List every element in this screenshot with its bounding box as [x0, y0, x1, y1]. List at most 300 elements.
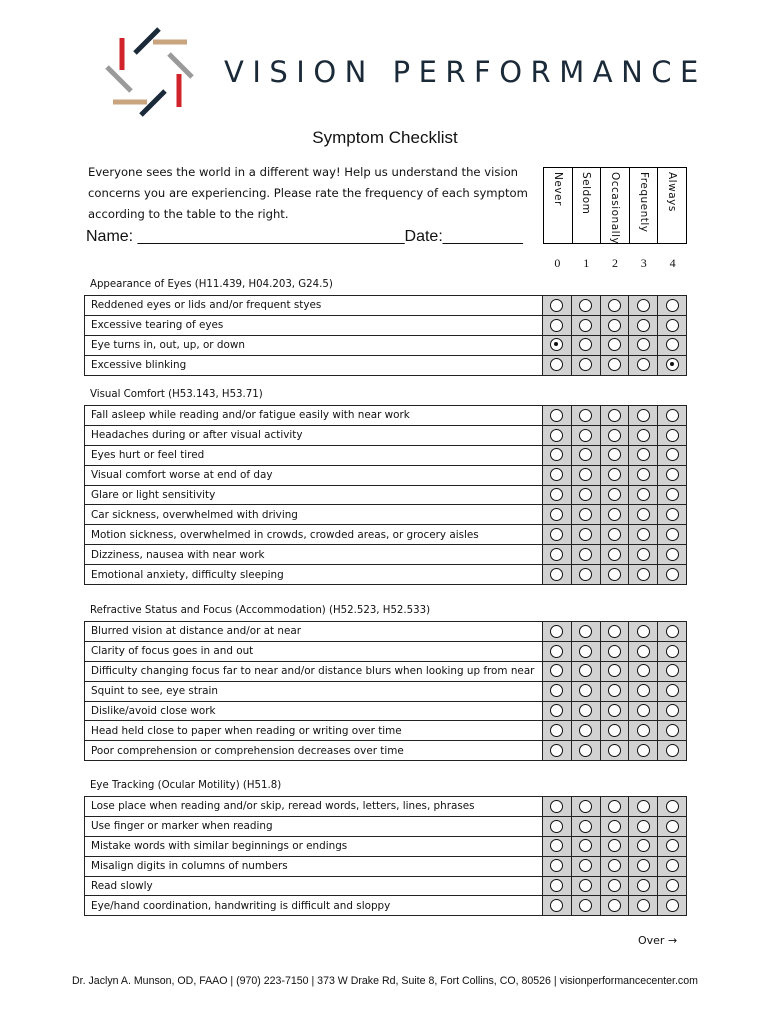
- rating-radio-seldom[interactable]: [579, 299, 592, 312]
- rating-radio-never[interactable]: [550, 468, 563, 481]
- rating-cell: [543, 406, 572, 426]
- rating-radio-always[interactable]: [666, 664, 679, 677]
- rating-cell: [629, 816, 658, 836]
- rating-cell: [543, 721, 572, 741]
- rating-cell: [543, 565, 572, 585]
- rating-cell: [571, 335, 600, 355]
- rating-radio-never[interactable]: [550, 744, 563, 757]
- rating-radio-frequently[interactable]: [637, 528, 650, 541]
- rating-radio-frequently[interactable]: [637, 568, 650, 581]
- rating-radio-frequently[interactable]: [637, 548, 650, 561]
- rating-cell: [600, 721, 629, 741]
- rating-radio-occasionally[interactable]: [608, 820, 621, 833]
- rating-cell: [600, 816, 629, 836]
- rating-cell: [600, 465, 629, 485]
- rating-radio-always[interactable]: [666, 488, 679, 501]
- rating-cell: [571, 622, 600, 642]
- rating-radio-never[interactable]: [550, 704, 563, 717]
- rating-cell: [629, 406, 658, 426]
- scale-column-frequently: [630, 168, 659, 243]
- rating-cell: [543, 622, 572, 642]
- rating-radio-always[interactable]: [666, 645, 679, 658]
- rating-cell: [658, 701, 687, 721]
- rating-radio-occasionally[interactable]: [608, 548, 621, 561]
- symptom-text: Excessive blinking: [85, 355, 543, 375]
- rating-radio-seldom[interactable]: [579, 800, 592, 813]
- rating-radio-seldom[interactable]: [579, 468, 592, 481]
- rating-cell: [629, 465, 658, 485]
- scale-label: Never: [551, 172, 564, 206]
- rating-cell: [571, 315, 600, 335]
- rating-radio-frequently[interactable]: [637, 744, 650, 757]
- rating-radio-occasionally[interactable]: [608, 744, 621, 757]
- scale-column-occasionally: [601, 168, 630, 243]
- rating-radio-frequently[interactable]: [637, 899, 650, 912]
- symptom-text: Fall asleep while reading and/or fatigue easily with near work: [85, 406, 543, 426]
- rating-radio-occasionally[interactable]: [608, 625, 621, 638]
- rating-cell: [629, 876, 658, 896]
- rating-cell: [658, 836, 687, 856]
- rating-radio-occasionally[interactable]: [608, 508, 621, 521]
- rating-radio-seldom[interactable]: [579, 409, 592, 422]
- rating-radio-occasionally[interactable]: [608, 800, 621, 813]
- symptom-text: Poor comprehension or comprehension decreases over time: [85, 741, 543, 761]
- rating-cell: [543, 836, 572, 856]
- rating-radio-frequently[interactable]: [637, 468, 650, 481]
- section-title: Appearance of Eyes (H11.439, H04.203, G24.5): [90, 279, 333, 290]
- rating-cell: [543, 335, 572, 355]
- rating-radio-occasionally[interactable]: [608, 879, 621, 892]
- rating-cell: [543, 425, 572, 445]
- rating-radio-seldom[interactable]: [579, 508, 592, 521]
- rating-radio-never[interactable]: [550, 508, 563, 521]
- rating-cell: [571, 545, 600, 565]
- rating-radio-seldom[interactable]: [579, 448, 592, 461]
- symptom-row: [85, 661, 687, 681]
- symptom-table: [84, 405, 687, 585]
- symptom-row: [85, 622, 687, 642]
- rating-radio-seldom[interactable]: [579, 568, 592, 581]
- rating-radio-seldom[interactable]: [579, 839, 592, 852]
- rating-radio-frequently[interactable]: [637, 319, 650, 332]
- rating-cell: [600, 545, 629, 565]
- frequency-scale-header: [543, 167, 687, 244]
- rating-radio-never[interactable]: [550, 684, 563, 697]
- rating-radio-occasionally[interactable]: [608, 338, 621, 351]
- rating-radio-never[interactable]: [550, 409, 563, 422]
- date-field[interactable]: Date:_________: [404, 228, 523, 245]
- rating-cell: [571, 485, 600, 505]
- rating-radio-seldom[interactable]: [579, 488, 592, 501]
- rating-cell: [571, 406, 600, 426]
- symptom-row: [85, 445, 687, 465]
- rating-radio-always[interactable]: [666, 704, 679, 717]
- rating-cell: [629, 425, 658, 445]
- rating-cell: [629, 355, 658, 375]
- rating-radio-occasionally[interactable]: [608, 409, 621, 422]
- section-title: Eye Tracking (Ocular Motility) (H51.8): [90, 780, 282, 791]
- rating-radio-seldom[interactable]: [579, 645, 592, 658]
- rating-radio-occasionally[interactable]: [608, 448, 621, 461]
- rating-radio-occasionally[interactable]: [608, 429, 621, 442]
- rating-radio-frequently[interactable]: [637, 429, 650, 442]
- rating-cell: [658, 741, 687, 761]
- rating-radio-seldom[interactable]: [579, 744, 592, 757]
- rating-cell: [600, 876, 629, 896]
- rating-radio-seldom[interactable]: [579, 879, 592, 892]
- rating-radio-occasionally[interactable]: [608, 859, 621, 872]
- rating-radio-frequently[interactable]: [637, 859, 650, 872]
- symptom-row: [85, 335, 687, 355]
- rating-cell: [571, 465, 600, 485]
- symptom-text: Glare or light sensitivity: [85, 485, 543, 505]
- rating-radio-never[interactable]: [550, 625, 563, 638]
- rating-radio-never[interactable]: [550, 800, 563, 813]
- rating-radio-frequently[interactable]: [637, 508, 650, 521]
- rating-cell: [629, 681, 658, 701]
- rating-cell: [629, 896, 658, 916]
- rating-radio-never[interactable]: [550, 724, 563, 737]
- rating-radio-seldom[interactable]: [579, 899, 592, 912]
- rating-radio-never[interactable]: [550, 899, 563, 912]
- rating-cell: [658, 641, 687, 661]
- rating-radio-always[interactable]: [666, 548, 679, 561]
- rating-cell: [600, 641, 629, 661]
- rating-radio-always[interactable]: [666, 820, 679, 833]
- symptom-row: [85, 485, 687, 505]
- rating-radio-always[interactable]: [666, 528, 679, 541]
- rating-radio-occasionally[interactable]: [608, 319, 621, 332]
- scale-label: Frequently: [637, 172, 650, 233]
- rating-cell: [600, 701, 629, 721]
- symptom-text: Headaches during or after visual activity: [85, 425, 543, 445]
- symptom-text: Mistake words with similar beginnings or endings: [85, 836, 543, 856]
- rating-radio-never[interactable]: [550, 839, 563, 852]
- rating-radio-never[interactable]: [550, 820, 563, 833]
- rating-radio-seldom[interactable]: [579, 358, 592, 371]
- rating-radio-frequently[interactable]: [637, 800, 650, 813]
- symptom-text: Visual comfort worse at end of day: [85, 465, 543, 485]
- rating-cell: [543, 856, 572, 876]
- rating-radio-seldom[interactable]: [579, 664, 592, 677]
- symptom-row: [85, 836, 687, 856]
- rating-cell: [658, 816, 687, 836]
- rating-cell: [600, 355, 629, 375]
- rating-cell: [658, 797, 687, 817]
- rating-radio-always[interactable]: [666, 744, 679, 757]
- rating-radio-occasionally[interactable]: [608, 724, 621, 737]
- rating-cell: [658, 425, 687, 445]
- rating-cell: [600, 315, 629, 335]
- rating-cell: [543, 701, 572, 721]
- rating-radio-frequently[interactable]: [637, 358, 650, 371]
- symptom-row: [85, 681, 687, 701]
- symptom-row: [85, 296, 687, 316]
- rating-radio-always[interactable]: [666, 684, 679, 697]
- rating-cell: [571, 296, 600, 316]
- rating-cell: [658, 485, 687, 505]
- rating-radio-frequently[interactable]: [637, 684, 650, 697]
- rating-cell: [629, 856, 658, 876]
- rating-cell: [571, 741, 600, 761]
- rating-radio-occasionally[interactable]: [608, 468, 621, 481]
- rating-cell: [600, 296, 629, 316]
- rating-radio-always[interactable]: [666, 508, 679, 521]
- rating-cell: [600, 856, 629, 876]
- rating-cell: [629, 741, 658, 761]
- rating-radio-never[interactable]: [550, 358, 563, 371]
- symptom-row: [85, 505, 687, 525]
- rating-radio-occasionally[interactable]: [608, 488, 621, 501]
- symptom-row: [85, 406, 687, 426]
- symptom-row: [85, 896, 687, 916]
- symptom-text: Lose place when reading and/or skip, reread words, letters, lines, phrases: [85, 797, 543, 817]
- rating-radio-seldom[interactable]: [579, 338, 592, 351]
- symptom-row: [85, 565, 687, 585]
- rating-radio-never[interactable]: [550, 429, 563, 442]
- rating-cell: [571, 856, 600, 876]
- symptom-text: Dizziness, nausea with near work: [85, 545, 543, 565]
- symptom-text: Squint to see, eye strain: [85, 681, 543, 701]
- rating-radio-always[interactable]: [666, 429, 679, 442]
- rating-cell: [571, 721, 600, 741]
- rating-radio-frequently[interactable]: [637, 879, 650, 892]
- rating-radio-always[interactable]: [666, 448, 679, 461]
- rating-radio-always[interactable]: [666, 899, 679, 912]
- symptom-row: [85, 741, 687, 761]
- symptom-text: Dislike/avoid close work: [85, 701, 543, 721]
- rating-cell: [543, 741, 572, 761]
- intro-text: Everyone sees the world in a different way! Help us understand the vision concerns you are experiencing. Please rate the frequency of each symptom according to the table to the right.: [88, 165, 528, 221]
- rating-radio-frequently[interactable]: [637, 645, 650, 658]
- rating-cell: [600, 661, 629, 681]
- rating-radio-seldom[interactable]: [579, 724, 592, 737]
- scale-label: Always: [666, 172, 679, 212]
- rating-radio-seldom[interactable]: [579, 319, 592, 332]
- brand-name: VISION PERFORMANCE: [224, 55, 707, 89]
- rating-radio-occasionally[interactable]: [608, 528, 621, 541]
- rating-radio-frequently[interactable]: [637, 839, 650, 852]
- rating-cell: [543, 445, 572, 465]
- rating-radio-frequently[interactable]: [637, 338, 650, 351]
- rating-cell: [571, 797, 600, 817]
- symptom-text: Motion sickness, overwhelmed in crowds, crowded areas, or grocery aisles: [85, 525, 543, 545]
- rating-cell: [629, 505, 658, 525]
- symptom-row: [85, 797, 687, 817]
- rating-cell: [600, 406, 629, 426]
- rating-radio-always[interactable]: [666, 879, 679, 892]
- rating-radio-seldom[interactable]: [579, 684, 592, 697]
- symptom-text: Head held close to paper when reading or writing over time: [85, 721, 543, 741]
- symptom-text: Eye turns in, out, up, or down: [85, 335, 543, 355]
- rating-cell: [658, 565, 687, 585]
- rating-cell: [629, 335, 658, 355]
- rating-cell: [629, 445, 658, 465]
- scale-label: Occasionally: [608, 172, 621, 245]
- rating-cell: [600, 505, 629, 525]
- symptom-row: [85, 721, 687, 741]
- rating-cell: [571, 701, 600, 721]
- rating-cell: [658, 355, 687, 375]
- rating-cell: [543, 315, 572, 335]
- rating-cell: [543, 505, 572, 525]
- rating-radio-frequently[interactable]: [637, 488, 650, 501]
- rating-cell: [571, 425, 600, 445]
- rating-radio-never[interactable]: [550, 448, 563, 461]
- rating-cell: [629, 525, 658, 545]
- rating-radio-occasionally[interactable]: [608, 664, 621, 677]
- rating-cell: [543, 296, 572, 316]
- symptom-text: Emotional anxiety, difficulty sleeping: [85, 565, 543, 585]
- symptom-text: Read slowly: [85, 876, 543, 896]
- symptom-row: [85, 641, 687, 661]
- rating-radio-occasionally[interactable]: [608, 358, 621, 371]
- rating-cell: [658, 681, 687, 701]
- rating-radio-always[interactable]: [666, 319, 679, 332]
- rating-cell: [629, 661, 658, 681]
- rating-radio-never[interactable]: [550, 664, 563, 677]
- rating-radio-always[interactable]: [666, 409, 679, 422]
- rating-radio-occasionally[interactable]: [608, 645, 621, 658]
- rating-cell: [658, 505, 687, 525]
- rating-cell: [658, 315, 687, 335]
- rating-cell: [543, 465, 572, 485]
- rating-cell: [658, 525, 687, 545]
- rating-radio-seldom[interactable]: [579, 528, 592, 541]
- symptom-text: Difficulty changing focus far to near and/or distance blurs when looking up from near: [85, 661, 543, 681]
- rating-radio-always[interactable]: [666, 724, 679, 737]
- rating-radio-never[interactable]: [550, 299, 563, 312]
- symptom-row: [85, 465, 687, 485]
- rating-radio-seldom[interactable]: [579, 859, 592, 872]
- rating-radio-never[interactable]: [550, 645, 563, 658]
- rating-radio-never[interactable]: [550, 528, 563, 541]
- rating-cell: [543, 896, 572, 916]
- rating-radio-frequently[interactable]: [637, 448, 650, 461]
- rating-cell: [600, 622, 629, 642]
- symptom-row: [85, 525, 687, 545]
- rating-radio-always[interactable]: [666, 625, 679, 638]
- symptom-table: [84, 295, 687, 376]
- rating-cell: [658, 465, 687, 485]
- symptom-row: [85, 315, 687, 335]
- scale-value: 4: [669, 256, 676, 270]
- scale-value: 0: [554, 256, 561, 270]
- rating-cell: [600, 836, 629, 856]
- rating-radio-seldom[interactable]: [579, 704, 592, 717]
- rating-radio-occasionally[interactable]: [608, 299, 621, 312]
- rating-cell: [629, 721, 658, 741]
- rating-radio-frequently[interactable]: [637, 299, 650, 312]
- rating-cell: [571, 525, 600, 545]
- rating-cell: [543, 661, 572, 681]
- rating-radio-frequently[interactable]: [637, 724, 650, 737]
- rating-radio-seldom[interactable]: [579, 429, 592, 442]
- rating-radio-never[interactable]: [550, 879, 563, 892]
- rating-cell: [658, 896, 687, 916]
- rating-cell: [658, 445, 687, 465]
- rating-cell: [571, 661, 600, 681]
- rating-radio-always[interactable]: [666, 568, 679, 581]
- rating-cell: [543, 545, 572, 565]
- footer-contact: Dr. Jaclyn A. Munson, OD, FAAO | (970) 223-7150 | 373 W Drake Rd, Suite 8, Fort Collins, CO, 80526 | visionperformancecenter.com: [72, 975, 698, 987]
- rating-radio-never[interactable]: [550, 548, 563, 561]
- rating-cell: [600, 525, 629, 545]
- rating-cell: [571, 681, 600, 701]
- rating-cell: [658, 335, 687, 355]
- rating-cell: [658, 406, 687, 426]
- name-field[interactable]: Name: ______________________________: [86, 228, 405, 245]
- rating-radio-occasionally[interactable]: [608, 899, 621, 912]
- rating-radio-frequently[interactable]: [637, 664, 650, 677]
- rating-cell: [543, 876, 572, 896]
- rating-cell: [629, 701, 658, 721]
- rating-radio-frequently[interactable]: [637, 820, 650, 833]
- vision-performance-logo: [103, 25, 195, 117]
- rating-radio-always[interactable]: [666, 299, 679, 312]
- rating-cell: [571, 836, 600, 856]
- rating-radio-always[interactable]: [666, 859, 679, 872]
- rating-radio-never[interactable]: [550, 859, 563, 872]
- rating-cell: [543, 816, 572, 836]
- rating-cell: [543, 355, 572, 375]
- rating-cell: [658, 545, 687, 565]
- rating-radio-occasionally[interactable]: [608, 684, 621, 697]
- rating-cell: [658, 876, 687, 896]
- rating-radio-never[interactable]: [550, 338, 563, 351]
- rating-cell: [600, 445, 629, 465]
- rating-radio-never[interactable]: [550, 319, 563, 332]
- rating-radio-always[interactable]: [666, 800, 679, 813]
- symptom-text: Reddened eyes or lids and/or frequent styes: [85, 296, 543, 316]
- rating-radio-frequently[interactable]: [637, 704, 650, 717]
- rating-radio-frequently[interactable]: [637, 409, 650, 422]
- rating-cell: [571, 876, 600, 896]
- rating-radio-seldom[interactable]: [579, 625, 592, 638]
- rating-cell: [571, 816, 600, 836]
- rating-radio-frequently[interactable]: [637, 625, 650, 638]
- rating-cell: [658, 296, 687, 316]
- rating-cell: [629, 296, 658, 316]
- rating-cell: [571, 641, 600, 661]
- rating-cell: [600, 335, 629, 355]
- rating-radio-occasionally[interactable]: [608, 568, 621, 581]
- scale-value: 1: [583, 256, 590, 270]
- rating-radio-seldom[interactable]: [579, 820, 592, 833]
- symptom-row: [85, 701, 687, 721]
- symptom-row: [85, 355, 687, 375]
- rating-cell: [629, 315, 658, 335]
- scale-label: Seldom: [580, 172, 593, 215]
- rating-radio-never[interactable]: [550, 568, 563, 581]
- rating-radio-never[interactable]: [550, 488, 563, 501]
- symptom-text: Car sickness, overwhelmed with driving: [85, 505, 543, 525]
- rating-radio-seldom[interactable]: [579, 548, 592, 561]
- symptom-row: [85, 816, 687, 836]
- frequency-scale-values: [543, 256, 687, 271]
- rating-cell: [543, 797, 572, 817]
- rating-radio-occasionally[interactable]: [608, 839, 621, 852]
- rating-radio-occasionally[interactable]: [608, 704, 621, 717]
- rating-radio-always[interactable]: [666, 338, 679, 351]
- rating-radio-always[interactable]: [666, 839, 679, 852]
- symptom-text: Eyes hurt or feel tired: [85, 445, 543, 465]
- rating-cell: [629, 622, 658, 642]
- rating-radio-always[interactable]: [666, 358, 679, 371]
- rating-cell: [543, 641, 572, 661]
- section-title: Refractive Status and Focus (Accommodation) (H52.523, H52.533): [90, 605, 431, 616]
- rating-radio-always[interactable]: [666, 468, 679, 481]
